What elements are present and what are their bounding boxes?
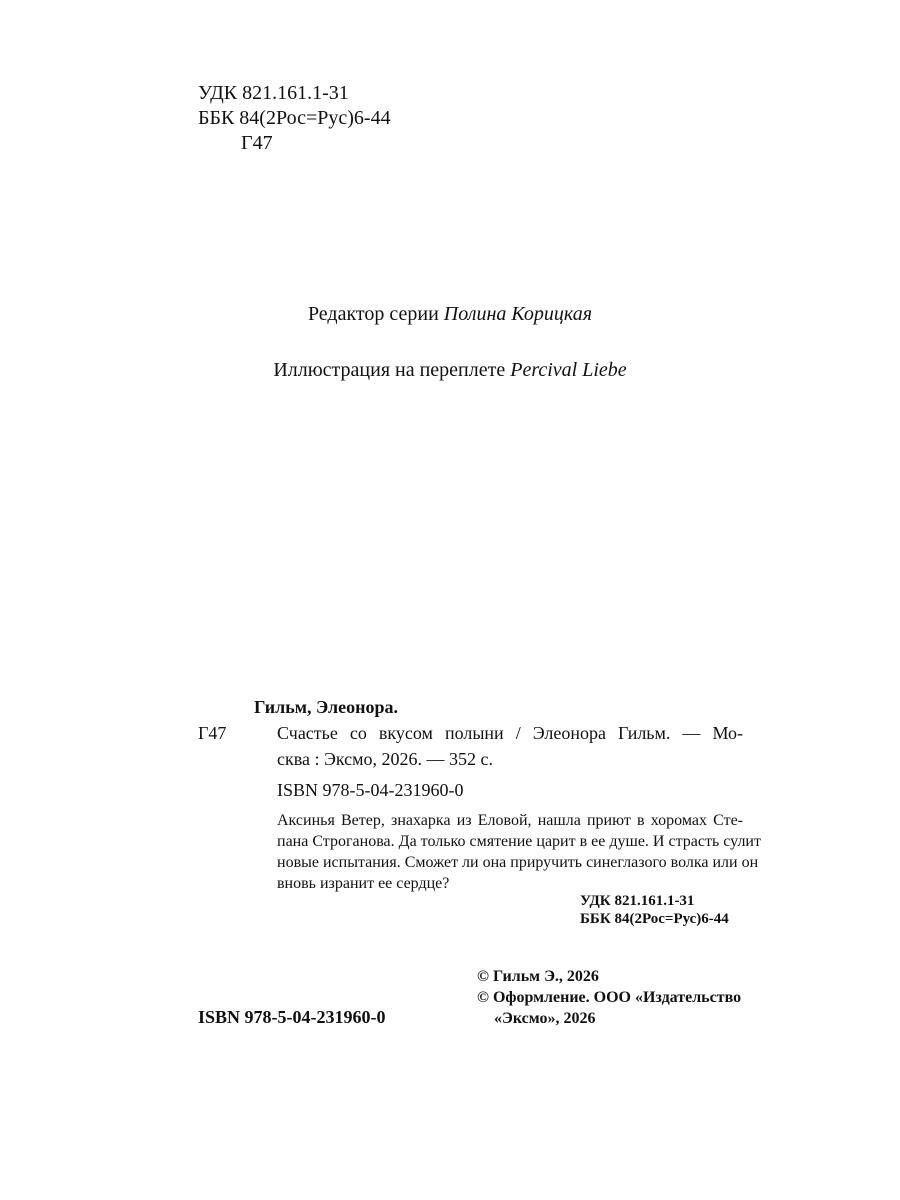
copyright-line: «Эксмо», 2026: [494, 1010, 596, 1027]
editor-label: Редактор серии: [307, 303, 439, 325]
catalog-code: Г47: [198, 723, 227, 743]
header-bbk: ББК 84(2Рос=Рус)6-44: [198, 107, 391, 129]
annotation-line: Аксинья Ветер, знахарка из Еловой, нашла приют в хоромах Сте-: [277, 812, 743, 829]
illustration-label: Иллюстрация на переплете: [273, 359, 506, 381]
copyright-block: [477, 966, 741, 1029]
illustration-name: Percival Liebe: [510, 359, 627, 381]
footer-isbn: ISBN 978-5-04-231960-0: [198, 1007, 386, 1027]
annotation-line: вновь изранит ее сердце?: [277, 875, 450, 892]
annotation-line: пана Строганова. Да только смятение царит в ее душе. И страсть сулит: [277, 833, 761, 850]
catalog-author: Гильм, Элеонора.: [254, 697, 398, 717]
catalog-udk: УДК 821.161.1-31: [580, 893, 695, 909]
copyright-line: © Гильм Э., 2026: [477, 968, 599, 985]
annotation-line: новые испытания. Сможет ли она приручить синеглазого волка или он: [277, 854, 759, 871]
illustration-credit: [0, 357, 900, 383]
catalog-isbn: ISBN 978-5-04-231960-0: [277, 780, 464, 800]
catalog-description-line: Счастье со вкусом полыни / Элеонора Гильм. — Мо-: [277, 723, 743, 743]
copyright-line: © Оформление. ООО «Издательство: [477, 989, 742, 1006]
catalog-bbk: ББК 84(2Рос=Рус)6-44: [580, 911, 729, 927]
header-udk: УДК 821.161.1-31: [198, 82, 349, 104]
catalog-annotation: [277, 810, 761, 894]
editor-credit: [0, 301, 900, 327]
header-code: Г47: [241, 132, 273, 154]
catalog-description-line: сква : Эксмо, 2026. — 352 с.: [277, 749, 494, 769]
catalog-description: [277, 720, 743, 772]
editor-name: Полина Корицкая: [443, 303, 593, 325]
